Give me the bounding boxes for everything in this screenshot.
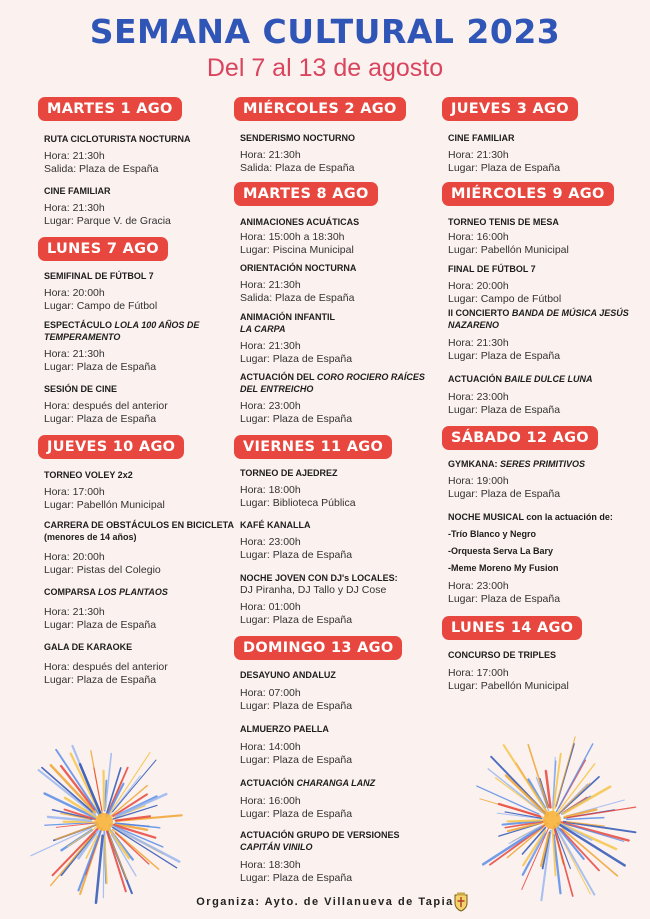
event (38, 270, 234, 313)
event (442, 216, 638, 257)
event-time: Hora: 17:00h (44, 486, 105, 498)
day-badge: JUEVES 3 AGO (442, 97, 578, 121)
firework-ray (560, 829, 599, 870)
event-title-main: ESPECTÁCULO (44, 320, 113, 330)
event (442, 132, 638, 175)
event-time: Hora: 23:00h (448, 391, 509, 403)
day-badge: LUNES 7 AGO (38, 237, 168, 261)
event-time: Hora: 01:00h (240, 601, 301, 613)
fireworks-left-icon (14, 730, 194, 910)
day-badge: LUNES 14 AGO (442, 616, 582, 640)
day-block (38, 435, 234, 687)
day-block (234, 636, 430, 885)
event-title: CONCURSO DE TRIPLES (448, 650, 557, 660)
town-seal-icon (453, 892, 469, 912)
event-title (240, 829, 430, 853)
day-block (38, 97, 234, 228)
event-place: Lugar: Plaza de España (240, 754, 353, 766)
event (442, 307, 638, 363)
event-place: Lugar: Plaza de España (448, 404, 561, 416)
event-title-main: GYMKANA: (448, 459, 498, 469)
event-time: Hora: 20:00h (44, 551, 105, 563)
event (234, 669, 430, 713)
page-title: SEMANA CULTURAL 2023 (89, 12, 561, 51)
event-place: Lugar: Plaza de España (448, 350, 561, 362)
event-time: Hora: 20:00h (44, 287, 105, 299)
event (442, 649, 638, 693)
day-block (442, 97, 638, 175)
page-subtitle: Del 7 al 13 de agosto (206, 54, 444, 82)
firework-ray (567, 818, 604, 820)
event-title (44, 319, 234, 343)
event-place: Lugar: Plaza de España (44, 413, 157, 425)
event-time: Hora: 16:00h (448, 231, 509, 243)
column-1 (38, 97, 234, 687)
event-title: GALA DE KARAOKE (44, 642, 133, 652)
event-title: FINAL DE FÚTBOL 7 (448, 264, 536, 274)
event-place: Lugar: Plaza de España (448, 162, 561, 174)
event-time: Hora: 23:00h (240, 400, 301, 412)
day-block (38, 237, 234, 426)
event-place: Lugar: Pabellón Municipal (448, 244, 569, 256)
event-time: Hora: 23:00h (240, 536, 301, 548)
event-place: Lugar: Plaza de España (44, 361, 157, 373)
day-badge: SÁBADO 12 AGO (442, 426, 598, 450)
event-djs: DJ Piranha, DJ Tallo y DJ Cose (240, 584, 387, 596)
event (442, 373, 638, 417)
event (234, 311, 430, 366)
event (38, 641, 234, 687)
event-place: Lugar: Plaza de España (240, 808, 353, 820)
firework-ray (103, 830, 104, 897)
event-place: Lugar: Biblioteca Pública (240, 497, 356, 509)
event-place: Lugar: Plaza de España (44, 674, 157, 686)
event-title (240, 777, 430, 789)
event-performer: -Meme Moreno My Fusion (448, 563, 559, 573)
event-title (240, 311, 430, 335)
event-place: Lugar: Plaza de España (44, 619, 157, 631)
day-badge: MARTES 1 AGO (38, 97, 182, 121)
event-time: Hora: 21:30h (448, 337, 509, 349)
event-time: Hora: 17:00h (448, 667, 509, 679)
event-time: Hora: 21:30h (44, 202, 105, 214)
event-place: Lugar: Parque V. de Gracia (44, 215, 171, 227)
event-place: Lugar: Plaza de España (448, 488, 561, 500)
event-title-main: ACTUACIÓN GRUPO DE VERSIONES (240, 830, 400, 840)
event-title: TORNEO TENIS DE MESA (448, 217, 559, 227)
event (234, 132, 430, 175)
event-title: NOCHE MUSICAL con la actuación de: (448, 512, 613, 522)
event-title-main: II CONCIERTO (448, 308, 510, 318)
day-block (234, 435, 430, 627)
event-time: Hora: 21:30h (44, 348, 105, 360)
event-performer: -Trío Blanco y Negro (448, 529, 537, 539)
day-badge: MIÉRCOLES 9 AGO (442, 182, 614, 206)
event-place: Lugar: Pabellón Municipal (44, 499, 165, 511)
day-block (442, 616, 638, 693)
event-title (448, 373, 638, 385)
event-title-main: COMPARSA (44, 587, 96, 597)
event-place: Lugar: Plaza de España (240, 872, 353, 884)
event-place: Salida: Plaza de España (240, 162, 355, 174)
event (38, 469, 234, 512)
event-time: Hora: 21:30h (44, 606, 105, 618)
event-time: Hora: 21:30h (240, 149, 301, 161)
event-time: Hora: 16:00h (240, 795, 301, 807)
event-time: Hora: 18:30h (240, 859, 301, 871)
event (234, 723, 430, 767)
event-title-italic: LOLA 100 AÑOS DE TEMPERAMENTO (44, 320, 200, 342)
event-title (44, 586, 234, 598)
event (234, 777, 430, 821)
event-title-main: ANIMACIÓN INFANTIL (240, 312, 335, 322)
event-title-main: ACTUACIÓN (448, 374, 502, 384)
event-place: Lugar: Plaza de España (240, 614, 353, 626)
event-title: SESIÓN DE CINE (44, 384, 118, 394)
event (442, 458, 638, 501)
event-place: Salida: Plaza de España (240, 292, 355, 304)
event-place: Lugar: Pistas del Colegio (44, 564, 161, 576)
event-title-italic: CAPITÁN VINILO (240, 842, 313, 852)
event-title-italic: BAILE DULCE LUNA (504, 374, 593, 384)
event-time: Hora: 15:00h a 18:30h (240, 231, 345, 243)
event-time: Hora: 21:30h (240, 279, 301, 291)
event (442, 263, 638, 306)
event-place: Lugar: Campo de Fútbol (44, 300, 158, 312)
event-title: DESAYUNO ANDALUZ (240, 670, 336, 680)
event-time: Hora: 18:00h (240, 484, 301, 496)
event-time: Hora: 19:00h (448, 475, 509, 487)
firework-ray (557, 744, 593, 812)
event (38, 319, 234, 374)
event (442, 511, 638, 606)
firework-ray (51, 833, 95, 886)
event (234, 572, 430, 627)
event (234, 371, 430, 426)
event-place: Lugar: Plaza de España (240, 353, 353, 365)
event-title: ORIENTACIÓN NOCTURNA (240, 263, 357, 273)
event-title: NOCHE JOVEN CON DJ's LOCALES: (240, 573, 398, 583)
firework-core (95, 813, 113, 831)
event-place: Lugar: Campo de Fútbol (448, 293, 562, 305)
event-title: TORNEO VOLEY 2x2 (44, 470, 133, 480)
event-title: KAFÉ KANALLA (240, 520, 311, 530)
event (38, 133, 234, 176)
event-title-italic: CORO ROCIERO RAÍCES DEL ENTREICHO (240, 372, 425, 394)
event-title: TORNEO DE AJEDREZ (240, 468, 338, 478)
event (234, 519, 430, 562)
event-title-main: ACTUACIÓN DEL (240, 372, 315, 382)
fireworks-right-icon (462, 712, 642, 912)
event (38, 383, 234, 426)
day-badge: MIÉRCOLES 2 AGO (234, 97, 406, 121)
event-place: Lugar: Plaza de España (240, 549, 353, 561)
event-title-italic: SERES PRIMITIVOS (500, 459, 586, 469)
day-badge: JUEVES 10 AGO (38, 435, 184, 459)
firework-core (543, 811, 561, 829)
column-3 (442, 97, 638, 693)
event (234, 262, 430, 305)
event-place: Salida: Plaza de España (44, 163, 159, 175)
event-place: Lugar: Pabellón Municipal (448, 680, 569, 692)
event-title: CARRERA DE OBSTÁCULOS EN BICICLETA (menores de 14 años) (44, 520, 234, 542)
event (234, 467, 430, 510)
event-title (448, 307, 638, 331)
firework-ray (567, 807, 635, 818)
event-title: RUTA CICLOTURISTA NOCTURNA (44, 134, 191, 144)
event-title-italic: LA CARPA (240, 324, 286, 334)
event-title: ANIMACIONES ACUÁTICAS (240, 217, 360, 227)
day-block (442, 182, 638, 417)
organizer-footer: Organiza: Ayto. de Villanueva de Tapia (196, 896, 454, 908)
event (38, 586, 234, 632)
firework-ray (564, 787, 610, 814)
firework-ray (508, 820, 542, 821)
event-place: Lugar: Plaza de España (240, 700, 353, 712)
event-title-italic: LOS PLANTAOS (98, 587, 168, 597)
event (234, 216, 430, 257)
event-time: Hora: 21:30h (448, 149, 509, 161)
day-block (442, 426, 638, 606)
event-title-main: ACTUACIÓN (240, 778, 294, 788)
event-title (240, 371, 430, 395)
event-time: Hora: después del anterior (44, 400, 168, 412)
event-time: Hora: 14:00h (240, 741, 301, 753)
event-title: ALMUERZO PAELLA (240, 724, 329, 734)
firework-ray (39, 770, 96, 815)
event-performer: -Orquesta Serva La Bary (448, 546, 554, 556)
column-2 (234, 97, 430, 885)
event-title: CINE FAMILIAR (44, 186, 111, 196)
event-title: SEMIFINAL DE FÚTBOL 7 (44, 271, 154, 281)
event-title-italic: CHARANGA LANZ (296, 778, 376, 788)
day-block (234, 182, 430, 426)
event-time: Hora: 21:30h (44, 150, 105, 162)
event-time: Hora: 21:30h (240, 340, 301, 352)
event-place: Lugar: Plaza de España (240, 413, 353, 425)
day-block (234, 97, 430, 175)
event (38, 519, 234, 577)
day-badge: DOMINGO 13 AGO (234, 636, 402, 660)
event (234, 829, 430, 885)
event-time: Hora: 23:00h (448, 580, 509, 592)
event-title: CINE FAMILIAR (448, 133, 515, 143)
event-title: SENDERISMO NOCTURNO (240, 133, 356, 143)
event-time: Hora: 20:00h (448, 280, 509, 292)
day-badge: VIERNES 11 AGO (234, 435, 392, 459)
event-time: Hora: después del anterior (44, 661, 168, 673)
event (38, 185, 234, 228)
event-title (448, 458, 638, 470)
event-place: Lugar: Plaza de España (448, 593, 561, 605)
event-place: Lugar: Piscina Municipal (240, 244, 354, 256)
event-time: Hora: 07:00h (240, 687, 301, 699)
event-title-italic: BANDA DE MÚSICA JESÚS NAZARENO (448, 308, 629, 330)
day-badge: MARTES 8 AGO (234, 182, 378, 206)
